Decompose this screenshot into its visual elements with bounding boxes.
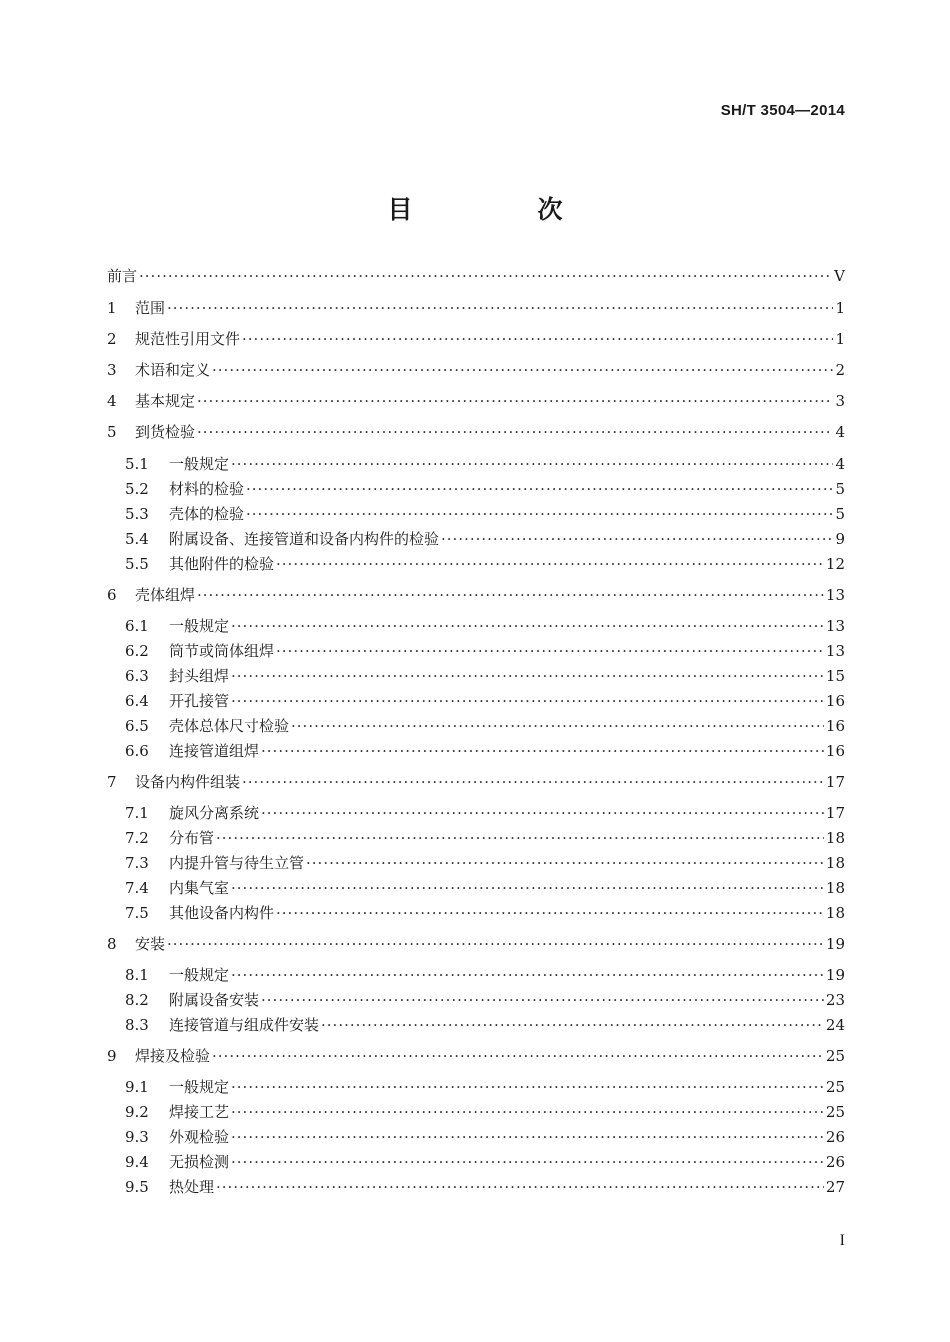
toc-entry-page: 25 xyxy=(825,1078,845,1096)
toc-entry-label: 一般规定 xyxy=(169,455,230,473)
toc-entry-page: 16 xyxy=(825,717,845,735)
toc-entry-number: 9.2 xyxy=(125,1103,149,1121)
toc-entry-number: 1 xyxy=(107,299,117,317)
toc-entry-page: 13 xyxy=(825,642,845,660)
toc-entry[interactable] xyxy=(107,1101,845,1123)
toc-entry-number: 6 xyxy=(107,586,117,604)
toc-entry-label: 一般规定 xyxy=(169,966,230,984)
toc-entry-label: 内集气室 xyxy=(169,879,230,897)
toc-dot-leader xyxy=(212,1045,824,1067)
toc-entry[interactable] xyxy=(107,503,845,525)
toc-dot-leader xyxy=(231,964,824,986)
toc-entry-number: 7.5 xyxy=(125,904,149,922)
toc-entry-page: 4 xyxy=(835,423,845,441)
toc-entry-label: 旋风分离系统 xyxy=(169,804,260,822)
toc-entry-page: 15 xyxy=(825,667,845,685)
toc-entry-number: 7.4 xyxy=(125,879,149,897)
toc-entry-label: 壳体总体尺寸检验 xyxy=(169,717,290,735)
toc-entry-page: 12 xyxy=(825,555,845,573)
toc-entry[interactable] xyxy=(107,328,845,350)
toc-entry-page: 27 xyxy=(825,1178,845,1196)
toc-entry-number: 6.1 xyxy=(125,617,149,635)
toc-entry[interactable] xyxy=(107,1126,845,1148)
toc-entry-number: 5.5 xyxy=(125,555,149,573)
toc-entry-label: 无损检测 xyxy=(169,1153,230,1171)
toc-entry[interactable] xyxy=(107,553,845,575)
toc-entry[interactable] xyxy=(107,690,845,712)
toc-entry-number: 9.3 xyxy=(125,1128,149,1146)
toc-entry-number: 5.4 xyxy=(125,530,149,548)
toc-entry[interactable] xyxy=(107,1076,845,1098)
toc-entry-label: 附属设备、连接管道和设备内构件的检验 xyxy=(169,530,440,548)
toc-entry[interactable] xyxy=(107,1045,845,1067)
toc-dot-leader xyxy=(197,390,833,412)
page-number: I xyxy=(839,1232,845,1249)
toc-entry-label: 一般规定 xyxy=(169,1078,230,1096)
toc-dot-leader xyxy=(242,328,833,350)
toc-entry-label: 壳体的检验 xyxy=(169,505,245,523)
toc-entry-number: 7.3 xyxy=(125,854,149,872)
toc-entry-label: 其他设备内构件 xyxy=(169,904,275,922)
toc-entry[interactable] xyxy=(107,584,845,606)
toc-entry[interactable] xyxy=(107,877,845,899)
toc-dot-leader xyxy=(212,359,833,381)
toc-entry-page: 18 xyxy=(825,879,845,897)
toc-entry-number: 6.3 xyxy=(125,667,149,685)
toc-dot-leader xyxy=(216,827,824,849)
toc-entry[interactable] xyxy=(107,265,845,287)
toc-entry-number: 9.5 xyxy=(125,1178,149,1196)
toc-entry-page: 1 xyxy=(835,299,845,317)
toc-entry-label: 开孔接管 xyxy=(169,692,230,710)
toc-entry[interactable] xyxy=(107,453,845,475)
toc-entry[interactable] xyxy=(107,478,845,500)
toc-entry-number: 3 xyxy=(107,361,117,379)
toc-entry-number: 6.2 xyxy=(125,642,149,660)
toc-entry[interactable] xyxy=(107,359,845,381)
toc-entry-page: 17 xyxy=(825,773,845,791)
toc-entry-label: 规范性引用文件 xyxy=(135,330,241,348)
toc-entry-number: 4 xyxy=(107,392,117,410)
toc-entry-page: 18 xyxy=(825,829,845,847)
toc-entry-page: 18 xyxy=(825,904,845,922)
toc-dot-leader xyxy=(231,690,824,712)
toc-entry-label: 术语和定义 xyxy=(135,361,211,379)
toc-entry-number: 7.2 xyxy=(125,829,149,847)
toc-dot-leader xyxy=(321,1014,824,1036)
toc-entry[interactable] xyxy=(107,933,845,955)
toc-entry-page: 26 xyxy=(825,1128,845,1146)
toc-entry-number: 8 xyxy=(107,935,117,953)
toc-dot-leader xyxy=(246,503,833,525)
toc-entry-page: 18 xyxy=(825,854,845,872)
toc-entry[interactable] xyxy=(107,740,845,762)
toc-entry[interactable] xyxy=(107,964,845,986)
toc-dot-leader xyxy=(276,902,824,924)
toc-dot-leader xyxy=(197,584,824,606)
toc-entry-number: 6.4 xyxy=(125,692,149,710)
toc-entry-number: 9.1 xyxy=(125,1078,149,1096)
toc-entry-label: 一般规定 xyxy=(169,617,230,635)
toc-entry-page: 4 xyxy=(835,455,845,473)
toc-dot-leader xyxy=(167,297,833,319)
toc-entry-page: 13 xyxy=(825,586,845,604)
toc-entry[interactable] xyxy=(107,852,845,874)
toc-dot-leader xyxy=(231,1076,824,1098)
toc-dot-leader xyxy=(197,421,833,443)
toc-entry-page: 9 xyxy=(835,530,845,548)
toc-entry[interactable] xyxy=(107,771,845,793)
toc-entry[interactable] xyxy=(107,665,845,687)
toc-dot-leader xyxy=(231,1126,824,1148)
toc-dot-leader xyxy=(441,528,833,550)
toc-entry-number: 9 xyxy=(107,1047,117,1065)
toc-entry-label: 材料的检验 xyxy=(169,480,245,498)
toc-dot-leader xyxy=(246,478,833,500)
toc-entry-number: 5.2 xyxy=(125,480,149,498)
toc-entry[interactable] xyxy=(107,1176,845,1198)
toc-entry-number: 8.3 xyxy=(125,1016,149,1034)
toc-dot-leader xyxy=(231,1151,824,1173)
toc-dot-leader xyxy=(261,740,824,762)
toc-entry-page: 25 xyxy=(825,1047,845,1065)
toc-entry[interactable] xyxy=(107,827,845,849)
toc-entry-label: 连接管道与组成件安装 xyxy=(169,1016,320,1034)
toc-entry-page: 26 xyxy=(825,1153,845,1171)
toc-dot-leader xyxy=(216,1176,824,1198)
toc-entry-label: 热处理 xyxy=(169,1178,215,1196)
toc-entry-page: 2 xyxy=(835,361,845,379)
toc-entry-number: 7.1 xyxy=(125,804,149,822)
toc-entry[interactable] xyxy=(107,715,845,737)
toc-dot-leader xyxy=(231,453,833,475)
toc-entry-page: 3 xyxy=(835,392,845,410)
toc-entry-label: 内提升管与待生立管 xyxy=(169,854,305,872)
toc-dot-leader xyxy=(276,553,824,575)
toc-entry[interactable] xyxy=(107,1014,845,1036)
toc-dot-leader xyxy=(231,1101,824,1123)
toc-entry-page: 19 xyxy=(825,966,845,984)
toc-entry-number: 8.1 xyxy=(125,966,149,984)
toc-entry-page: 24 xyxy=(825,1016,845,1034)
toc-entry-label: 其他附件的检验 xyxy=(169,555,275,573)
toc-entry-label: 封头组焊 xyxy=(169,667,230,685)
toc-entry[interactable] xyxy=(107,421,845,443)
toc-entry-label: 附属设备安装 xyxy=(169,991,260,1009)
toc-entry-label: 筒节或筒体组焊 xyxy=(169,642,275,660)
toc-entry-label: 范围 xyxy=(135,299,166,317)
toc-entry[interactable] xyxy=(107,615,845,637)
toc-entry-number: 9.4 xyxy=(125,1153,149,1171)
toc-dot-leader xyxy=(231,877,824,899)
toc-dot-leader xyxy=(261,989,824,1011)
toc-dot-leader xyxy=(139,265,832,287)
toc-entry-label: 到货检验 xyxy=(135,423,196,441)
toc-entry-page: 17 xyxy=(825,804,845,822)
toc-dot-leader xyxy=(261,802,824,824)
toc-entry-label: 基本规定 xyxy=(135,392,196,410)
toc-entry-label: 壳体组焊 xyxy=(135,586,196,604)
toc-entry[interactable] xyxy=(107,802,845,824)
toc-dot-leader xyxy=(231,665,824,687)
toc-entry-number: 5 xyxy=(107,423,117,441)
toc-dot-leader xyxy=(242,771,824,793)
toc-dot-leader xyxy=(231,615,824,637)
toc-dot-leader xyxy=(291,715,824,737)
toc-entry-label: 设备内构件组装 xyxy=(135,773,241,791)
toc-entry-page: 1 xyxy=(835,330,845,348)
toc-entry-page: 16 xyxy=(825,742,845,760)
toc-entry-page: V xyxy=(834,267,845,285)
standard-code: SH/T 3504—2014 xyxy=(720,102,845,119)
toc-entry-label: 安装 xyxy=(135,935,166,953)
toc-entry-number: 5.1 xyxy=(125,455,149,473)
toc-entry-page: 5 xyxy=(835,505,845,523)
toc-entry[interactable] xyxy=(107,528,845,550)
toc-entry-label: 连接管道组焊 xyxy=(169,742,260,760)
toc-entry-page: 19 xyxy=(825,935,845,953)
toc-entry-page: 5 xyxy=(835,480,845,498)
toc-entry-number: 6.6 xyxy=(125,742,149,760)
toc-entry-label: 分布管 xyxy=(169,829,215,847)
toc-entry-number: 6.5 xyxy=(125,717,149,735)
toc-entry[interactable] xyxy=(107,989,845,1011)
toc-entry[interactable] xyxy=(107,297,845,319)
toc-entry[interactable] xyxy=(107,1151,845,1173)
toc-dot-leader xyxy=(276,640,824,662)
toc-dot-leader xyxy=(306,852,824,874)
toc-dot-leader xyxy=(167,933,824,955)
toc-entry-number: 8.2 xyxy=(125,991,149,1009)
toc-entry-label: 焊接及检验 xyxy=(135,1047,211,1065)
toc-entry-number: 2 xyxy=(107,330,117,348)
toc-entry-label: 前言 xyxy=(107,267,138,285)
toc-entry-number: 7 xyxy=(107,773,117,791)
toc-title: 目 次 xyxy=(387,195,613,224)
toc-entry[interactable] xyxy=(107,640,845,662)
toc-entry-page: 23 xyxy=(825,991,845,1009)
toc-entry-page: 25 xyxy=(825,1103,845,1121)
toc-entry[interactable] xyxy=(107,390,845,412)
toc-entry[interactable] xyxy=(107,902,845,924)
toc-entry-label: 焊接工艺 xyxy=(169,1103,230,1121)
toc-entry-number: 5.3 xyxy=(125,505,149,523)
toc-entry-page: 13 xyxy=(825,617,845,635)
toc-entry-page: 16 xyxy=(825,692,845,710)
toc-entry-label: 外观检验 xyxy=(169,1128,230,1146)
